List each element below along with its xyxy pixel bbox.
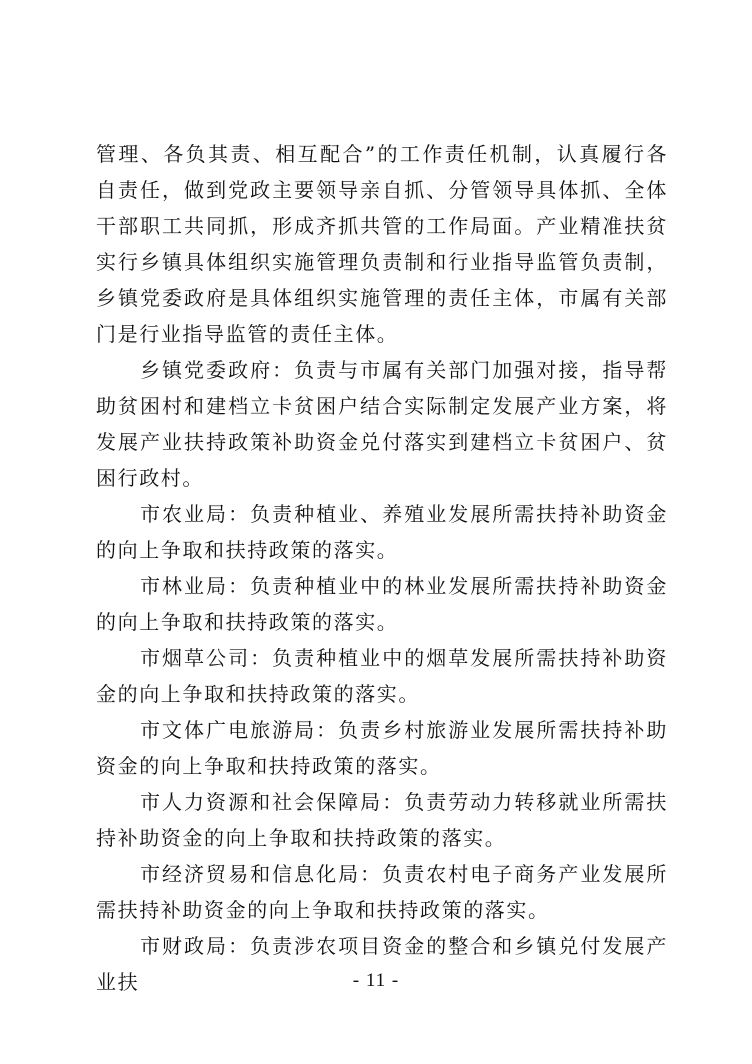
paragraph-continued-intro: 管理、各负其责、相互配合”的工作责任机制，认真履行各自责任，做到党政主要领导亲自抓、分管领导具体抓、全体干部职工共同抓，形成齐抓共管的工作局面。产业精准扶贫实行乡镇具体组织实施管理负责制和行业指导监管负责制，乡镇党委政府是具体组织实施管理的责任主体，市属有关部门是行业指导监管的责任主体。 bbox=[96, 142, 668, 346]
paragraph-agriculture-bureau: 市农业局：负责种植业、养殖业发展所需扶持补助资金的向上争取和扶持政策的落实。 bbox=[96, 502, 668, 562]
paragraph-township-government: 乡镇党委政府：负责与市属有关部门加强对接，指导帮助贫困村和建档立卡贫困户结合实际制定发展产业方案，将发展产业扶持政策补助资金兑付落实到建档立卡贫困户、贫困行政村。 bbox=[96, 358, 668, 490]
paragraph-forestry-bureau: 市林业局：负责种植业中的林业发展所需扶持补助资金的向上争取和扶持政策的落实。 bbox=[96, 574, 668, 634]
paragraph-economy-trade-bureau: 市经济贸易和信息化局：负责农村电子商务产业发展所需扶持补助资金的向上争取和扶持政策的落实。 bbox=[96, 862, 668, 922]
document-body bbox=[96, 136, 668, 1000]
paragraph-tobacco-company: 市烟草公司：负责种植业中的烟草发展所需扶持补助资金的向上争取和扶持政策的落实。 bbox=[96, 646, 668, 706]
paragraph-human-resources-bureau: 市人力资源和社会保障局：负责劳动力转移就业所需扶持补助资金的向上争取和扶持政策的落实。 bbox=[96, 790, 668, 850]
page-number: - 11 - bbox=[352, 970, 400, 991]
paragraph-culture-tourism-bureau: 市文体广电旅游局：负责乡村旅游业发展所需扶持补助资金的向上争取和扶持政策的落实。 bbox=[96, 718, 668, 778]
paragraph-finance-bureau: 市财政局：负责涉农项目资金的整合和乡镇兑付发展产业扶 bbox=[96, 934, 668, 994]
